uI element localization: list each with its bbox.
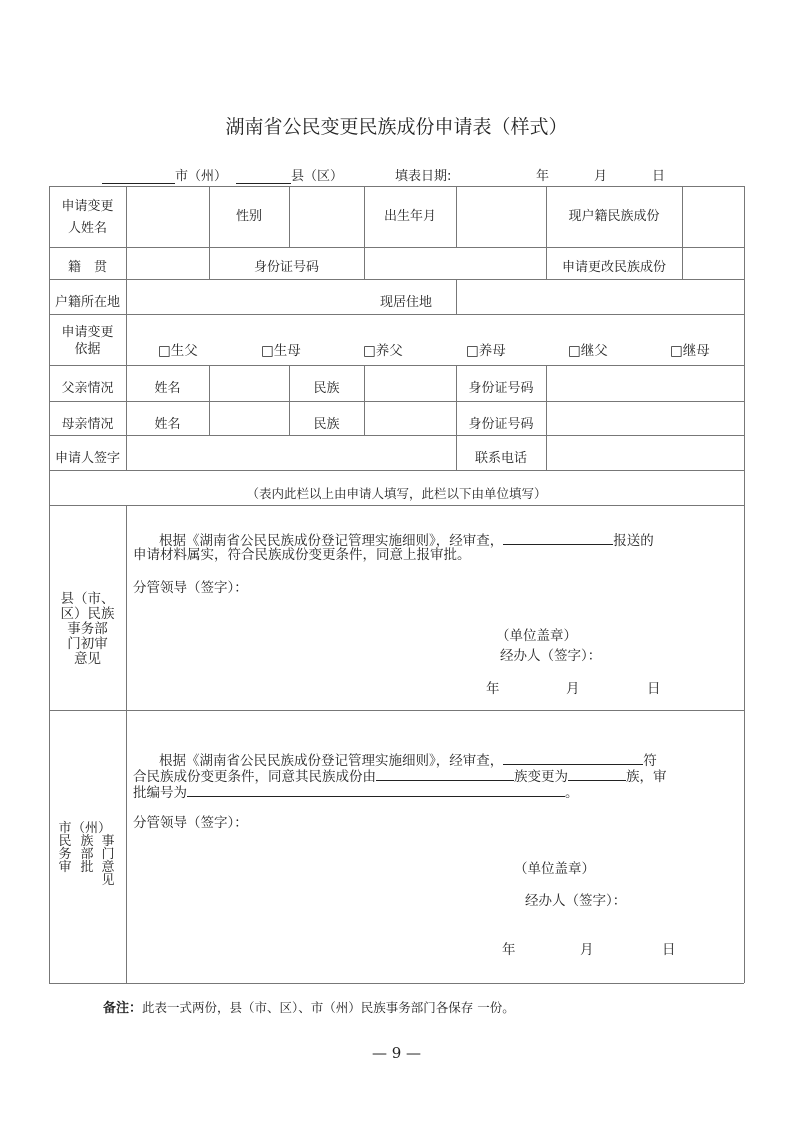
city-para-text: 。 <box>565 785 579 801</box>
county-submitter-blank[interactable] <box>503 531 613 545</box>
city-para-text: 根据《湖南省公民民族成份登记管理实施细则》，经审查， <box>159 753 504 769</box>
city-day: 日 <box>662 942 676 958</box>
signature-field[interactable] <box>126 435 456 468</box>
city-approval-number-blank[interactable] <box>187 783 565 797</box>
residence-label: 现居住地 <box>380 295 433 310</box>
county-blank[interactable] <box>236 169 291 184</box>
mother-id-label: 身份证号码 <box>468 417 534 432</box>
footer-note-label: 备注： <box>103 1001 143 1016</box>
table-line <box>744 186 745 983</box>
county-day: 日 <box>647 681 661 697</box>
city-year: 年 <box>502 942 516 958</box>
new-ethnicity-field[interactable] <box>682 247 744 277</box>
basis-label: 申请变更 依据 <box>61 325 114 357</box>
father-name-label: 姓名 <box>154 381 181 396</box>
id-field[interactable] <box>364 247 546 277</box>
city-para-text: 批编号为 <box>133 785 187 801</box>
basis-option-biological-mother[interactable]: □生母 <box>261 343 301 359</box>
current-ethnicity-label: 现户籍民族成份 <box>568 208 660 224</box>
date-label: 填表日期: <box>395 169 452 184</box>
basis-option-adoptive-father[interactable]: □养父 <box>363 343 403 359</box>
father-name-field[interactable] <box>209 365 289 398</box>
phone-field[interactable] <box>546 435 744 468</box>
signature-label: 申请人签字 <box>54 451 120 466</box>
county-year: 年 <box>486 681 500 697</box>
gender-field[interactable] <box>289 186 364 247</box>
applicant-name-field[interactable] <box>126 186 209 247</box>
date-month: 月 <box>594 169 608 184</box>
city-label-col: 市 民 务 审 <box>58 821 72 875</box>
native-place-field[interactable] <box>126 247 209 277</box>
mother-ethnicity-field[interactable] <box>364 401 456 434</box>
gender-label: 性别 <box>235 208 262 224</box>
county-month: 月 <box>566 681 580 697</box>
basis-option-biological-father[interactable]: □生父 <box>158 343 198 359</box>
city-label-col: 事 门 意 见 <box>101 834 115 888</box>
footer-note-text: 此表一式两份，县（市、区）、市（州）民族事务部门各保存 一份。 <box>142 1000 515 1015</box>
applicant-name-label: 申请变更 人姓名 <box>61 199 114 236</box>
city-blank[interactable] <box>102 169 175 184</box>
table-line <box>126 505 127 983</box>
residence-field[interactable] <box>456 279 744 312</box>
mother-name-field[interactable] <box>209 401 289 434</box>
city-applicant-blank[interactable] <box>503 751 643 765</box>
county-handler-signature[interactable]: 经办人（签字）： <box>500 648 602 664</box>
county-para-text: 报送的 <box>613 533 654 549</box>
city-para-text: 符 <box>643 753 657 769</box>
county-seal: （单位盖章） <box>496 628 577 644</box>
birth-field[interactable] <box>456 186 546 247</box>
father-ethnicity-label: 民族 <box>313 381 340 396</box>
mother-label: 母亲情况 <box>61 417 114 432</box>
county-para-text: 根据《湖南省公民民族成份登记管理实施细则》，经审查， <box>159 533 504 549</box>
city-para-text: 合民族成份变更条件，同意其民族成份由 <box>133 769 376 785</box>
date-year: 年 <box>536 169 550 184</box>
mother-ethnicity-label: 民族 <box>313 417 340 432</box>
county-section-label: 县（市、 区）民族 事务部 门初审 意见 <box>60 591 115 667</box>
city-handler-signature[interactable]: 经办人（签字）： <box>525 893 627 909</box>
table-line <box>49 314 744 315</box>
page-title: 湖南省公民变更民族成份申请表（样式） <box>225 116 568 138</box>
date-day: 日 <box>652 169 666 184</box>
basis-option-step-father[interactable]: □继父 <box>568 343 608 359</box>
birth-label: 出生年月 <box>383 208 436 224</box>
city-new-ethnicity-blank[interactable] <box>568 767 626 781</box>
county-label: 县（区） <box>291 169 344 184</box>
mother-id-field[interactable] <box>546 401 744 434</box>
city-label: 市（州） <box>175 169 228 184</box>
county-leader-signature[interactable]: 分管领导（签字）： <box>133 580 248 596</box>
basis-option-step-mother[interactable]: □继母 <box>670 343 710 359</box>
city-month: 月 <box>580 942 594 958</box>
city-seal: （单位盖章） <box>514 861 595 877</box>
page-number: — 9 — <box>371 1044 422 1062</box>
city-leader-signature[interactable]: 分管领导（签字）： <box>133 815 248 831</box>
table-line <box>49 983 744 984</box>
divider-note: （表内此栏以上由申请人填写，此栏以下由单位填写） <box>246 486 547 501</box>
basis-option-adoptive-mother[interactable]: □养母 <box>466 343 506 359</box>
table-line <box>49 505 744 506</box>
father-id-field[interactable] <box>546 365 744 398</box>
father-label: 父亲情况 <box>61 381 114 396</box>
city-label-col: （州） 族 部 批 <box>72 821 112 875</box>
father-id-label: 身份证号码 <box>468 381 534 396</box>
city-para-text: 族，审 <box>626 769 667 785</box>
city-para-line3 <box>133 783 579 801</box>
city-original-ethnicity-blank[interactable] <box>376 767 514 781</box>
footer-note <box>103 997 515 1016</box>
household-field[interactable] <box>126 279 364 312</box>
new-ethnicity-label: 申请更改民族成份 <box>561 260 666 275</box>
table-line <box>49 710 744 711</box>
id-label: 身份证号码 <box>253 260 319 275</box>
city-para-text: 族变更为 <box>514 769 568 785</box>
mother-name-label: 姓名 <box>154 417 181 432</box>
phone-label: 联系电话 <box>474 451 527 466</box>
header-city <box>102 165 227 184</box>
native-place-label: 籍 贯 <box>67 260 107 275</box>
father-ethnicity-field[interactable] <box>364 365 456 398</box>
header-county <box>236 165 343 184</box>
household-label: 户籍所在地 <box>54 295 120 310</box>
county-para-line2: 申请材料属实，符合民族成份变更条件，同意上报审批。 <box>133 547 471 563</box>
current-ethnicity-field[interactable] <box>682 186 744 247</box>
